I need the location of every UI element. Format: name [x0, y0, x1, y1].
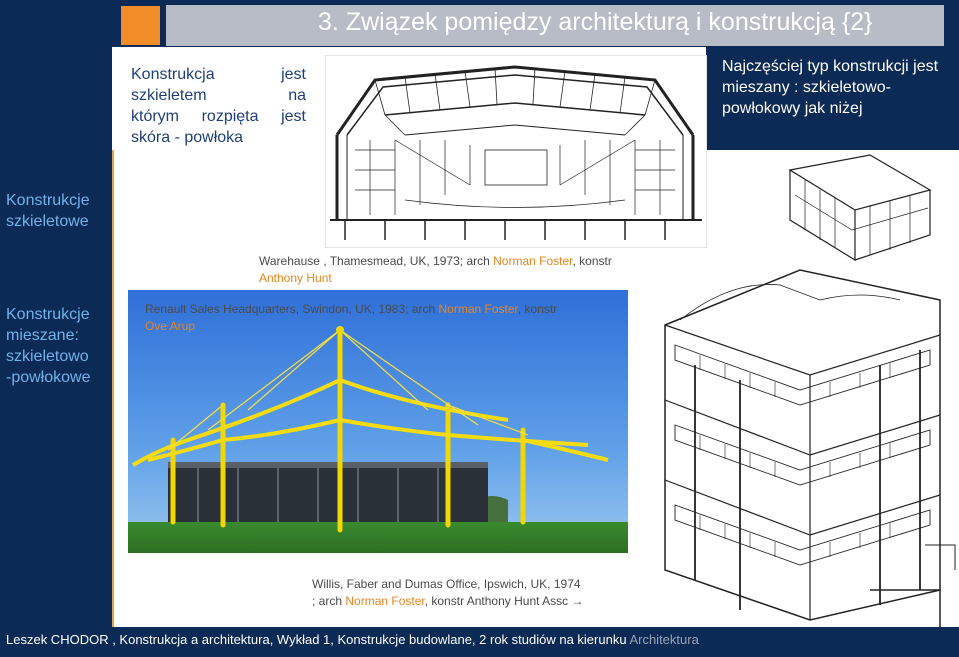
slide-title: 3. Związek pomiędzy architekturą i konstrukcją {2}	[318, 8, 873, 36]
footer	[6, 632, 699, 647]
architect-link: Norman Foster	[345, 594, 425, 608]
caption-line	[312, 593, 642, 610]
footer-tail: Architektura	[629, 632, 699, 647]
caption-line: Willis, Faber and Dumas Office, Ipswich, UK, 1974	[312, 577, 581, 591]
caption-renault	[145, 301, 625, 335]
engineer-name: Anthony Hunt	[259, 271, 332, 285]
architect-link: Norman Foster	[493, 254, 573, 268]
label-mixed	[6, 304, 90, 388]
caption-text: , konstr	[517, 302, 558, 316]
caption-text: , konstr Anthony Hunt Assc	[424, 594, 572, 608]
intro-line: Konstrukcja jest	[131, 66, 306, 83]
intro-line: skóra - powłoka	[131, 129, 244, 146]
label-line: Konstrukcje	[6, 306, 90, 323]
arrow-icon: →	[571, 594, 584, 608]
note-text: Najczęściej typ konstrukcji jest mieszany : szkieletowo-powłokowy jak niżej	[722, 58, 939, 117]
label-skeletal	[6, 190, 90, 232]
label-line: mieszane:	[6, 327, 79, 344]
caption-warehouse	[259, 253, 629, 287]
caption-text: , konstr	[572, 254, 612, 268]
caption-willis	[312, 576, 642, 610]
label-line: Konstrukcje	[6, 192, 90, 209]
intro-text	[131, 64, 306, 148]
intro-line: szkieletem na	[131, 87, 306, 104]
architect-link: Norman Foster	[438, 302, 518, 316]
caption-text: Renault Sales Headquarters, Swindon, UK, 1983; arch	[145, 302, 439, 316]
accent-square	[121, 6, 160, 45]
caption-text: Warehause , Thamesmead, UK, 1973; arch	[259, 254, 494, 268]
footer-text: Leszek CHODOR , Konstrukcja a architektura, Wykład 1, Konstrukcje budowlane, 2 rok studiów na kierunku	[6, 632, 630, 647]
divider-line	[112, 150, 114, 627]
label-line: szkieletowo	[6, 348, 89, 365]
label-line: szkieletowe	[6, 213, 89, 230]
label-line: -powłokowe	[6, 369, 91, 386]
willis-drawing	[640, 150, 959, 627]
engineer-name: Ove Arup	[145, 319, 196, 333]
caption-text: ; arch	[312, 594, 346, 608]
intro-line: którym rozpięta jest	[131, 108, 306, 125]
